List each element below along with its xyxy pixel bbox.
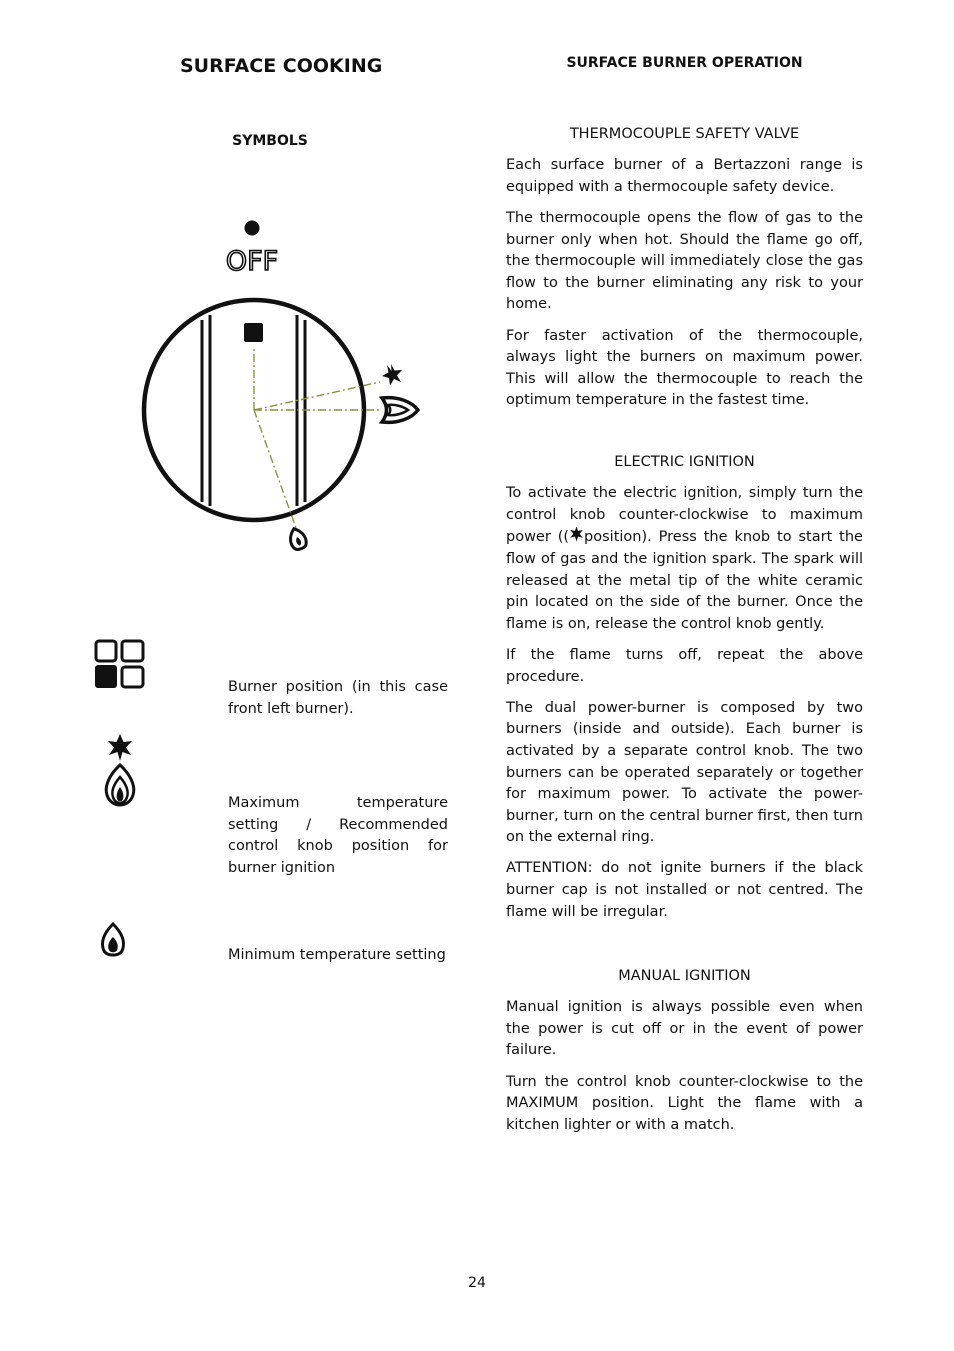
subsection-title-manual-ignition: MANUAL IGNITION	[618, 968, 751, 984]
paragraph: If the flame turns off, repeat the above procedure.	[506, 646, 863, 685]
min-flame-icon	[100, 922, 128, 958]
spark-position-icon	[382, 364, 402, 386]
paragraph: Manual ignition is always possible even when the power is cut off or in the event of power failure.	[506, 999, 863, 1059]
min-flame-position-icon	[287, 526, 308, 551]
symbols-title: SYMBOLS	[232, 133, 308, 149]
paragraph: The dual power-burner is composed by two burners (inside and outside). Each burner is activated by a separate control knob. The two burners can be operated separately or together for maximum power. To activate the power-burner, turn on the central burner first, then turn on the external ring.	[506, 699, 863, 846]
section-heading-burner-operation: SURFACE BURNER OPERATION	[566, 55, 803, 71]
paragraph-ignition	[506, 483, 863, 635]
max-flame-position-icon	[382, 398, 418, 423]
ignition-text-after: position). Press the knob to start the flow of gas and the ignition spark. The spark will released at the metal tip of the white ceramic pin located on the side of the burner. Once the flame is on, release the control knob gently.	[506, 529, 863, 632]
paragraph: Each surface burner of a Bertazzoni range is equipped with a thermocouple safety device.	[506, 157, 863, 195]
manual-ignition-section	[506, 966, 863, 1146]
control-knob-diagram	[130, 210, 430, 570]
paragraph: The thermocouple opens the flow of gas to the burner only when hot. Should the flame go off, the thermocouple will immediately close the gas flow to the burner eliminating any risk to your home.	[506, 209, 863, 313]
spark-icon	[569, 526, 584, 542]
subsection-title-electric-ignition: ELECTRIC IGNITION	[614, 454, 755, 470]
subsection-title-thermocouple: THERMOCOUPLE SAFETY VALVE	[569, 126, 800, 142]
electric-ignition-section	[506, 452, 863, 933]
max-flame-ignition-icon	[101, 733, 139, 807]
symbol-desc-burner-position: Burner position (in this case front left burner).	[228, 679, 448, 717]
thermocouple-section	[506, 124, 863, 422]
knob-indicator-square	[244, 323, 263, 342]
paragraph: For faster activation of the thermocouple, always light the burners on maximum power. This will allow the thermocouple to reach the optimum temperature in the fastest time.	[506, 327, 863, 409]
page-number: 24	[468, 1275, 486, 1291]
section-heading-surface-cooking: SURFACE COOKING	[180, 55, 383, 77]
ignition-text-before: To activate the electric ignition, simply turn the control knob counter-clockwise to maximum power ((	[506, 485, 863, 546]
knob-off-label: OFF	[225, 246, 279, 277]
paragraph: ATTENTION: do not ignite burners if the black burner cap is not installed or not centred. The flame will be irregular.	[506, 860, 863, 920]
symbol-desc-max-temperature: Maximum temperature setting / Recommended control knob position for burner ignition	[228, 795, 448, 876]
burner-position-icon	[93, 639, 147, 691]
off-position-dot	[245, 221, 260, 236]
symbol-desc-min-temperature: Minimum temperature setting	[228, 947, 446, 963]
paragraph: Turn the control knob counter-clockwise to the MAXIMUM position. Light the flame with a kitchen lighter or with a match.	[506, 1073, 863, 1133]
